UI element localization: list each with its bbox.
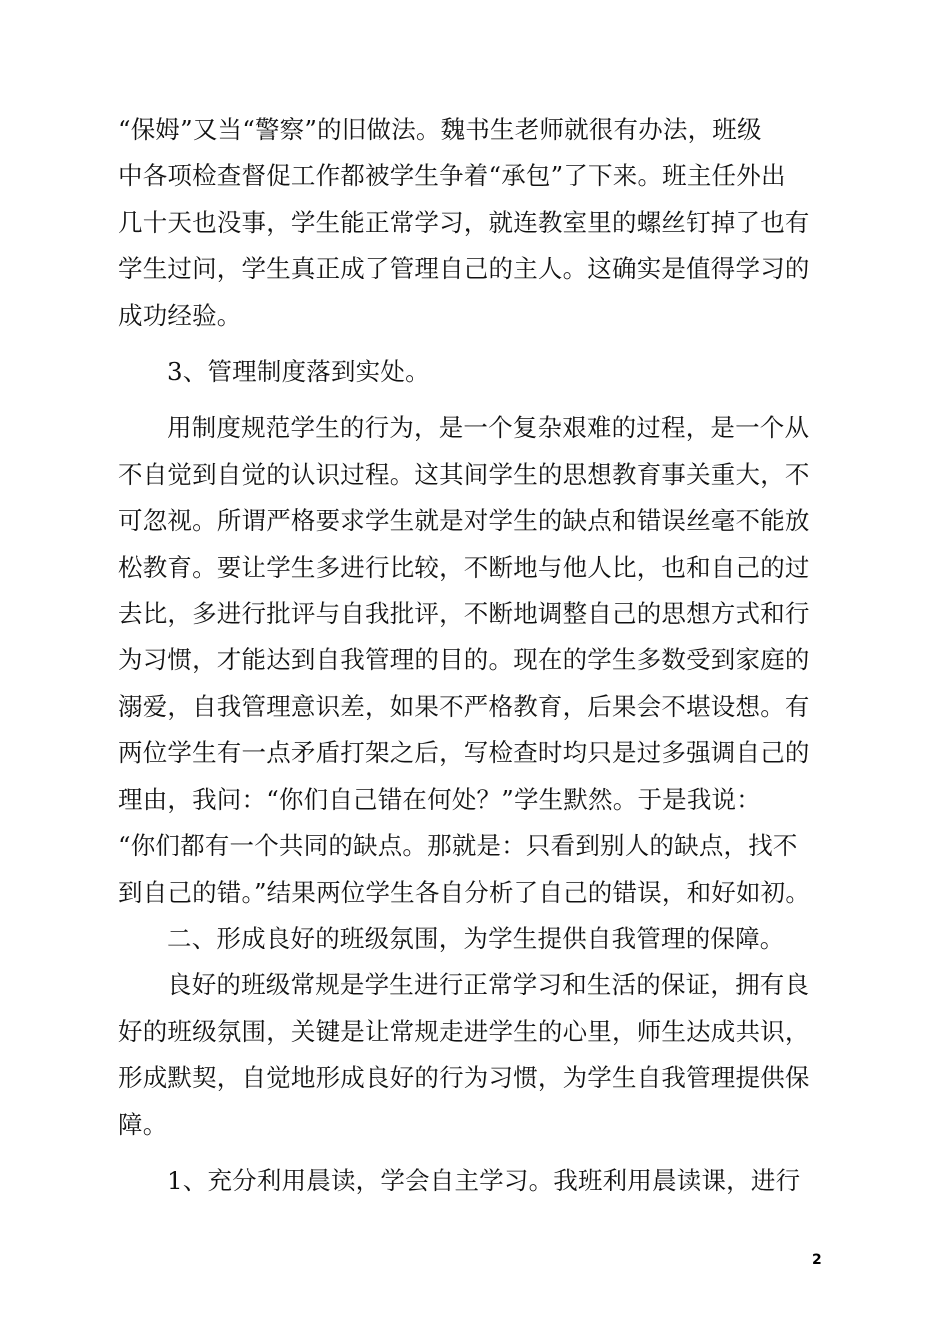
paragraph-continuation	[118, 107, 846, 339]
document-body	[118, 107, 846, 1204]
text-line: 中各项检查督促工作都被学生争着“承包”了下来。班主任外出	[118, 161, 786, 191]
text-line: 良好的班级常规是学生进行正常学习和生活的保证，拥有良	[167, 970, 810, 1000]
text-line: 理由，我问：“你们自己错在何处？”学生默然。于是我说：	[118, 784, 761, 814]
text-line: 为习惯，才能达到自我管理的目的。现在的学生多数受到家庭的	[118, 645, 810, 675]
text-line: 成功经验。	[118, 300, 242, 330]
text-line: 障。	[118, 1109, 168, 1139]
text-line: 溺爱，自我管理意识差，如果不严格教育，后果会不堪设想。有	[118, 691, 810, 721]
text-line: 松教育。要让学生多进行比较，不断地与他人比，也和自己的过	[118, 552, 810, 582]
text-line: 3、管理制度落到实处。	[167, 357, 430, 387]
section-heading-3	[118, 349, 846, 395]
text-line: “保姆”又当“警察”的旧做法。魏书生老师就很有办法，班级	[118, 115, 762, 144]
text-line: 二、形成良好的班级氛围，为学生提供自我管理的保障。	[167, 923, 785, 953]
text-line: 不自觉到自觉的认识过程。这其间学生的思想教育事关重大，不	[118, 459, 810, 489]
paragraph-class-atmosphere	[118, 962, 846, 1148]
section-heading-1	[118, 1158, 846, 1204]
text-line: 去比，多进行批评与自我批评，不断地调整自己的思想方式和行	[118, 599, 810, 629]
text-line: 用制度规范学生的行为，是一个复杂艰难的过程，是一个从	[167, 413, 810, 443]
section-heading-2	[118, 916, 846, 962]
text-line: 几十天也没事，学生能正常学习，就连教室里的螺丝钉掉了也有	[118, 207, 810, 237]
text-line: 可忽视。所谓严格要求学生就是对学生的缺点和错误丝毫不能放	[118, 506, 810, 536]
text-line: “你们都有一个共同的缺点。那就是：只看到别人的缺点，找不	[118, 831, 798, 861]
text-line: 到自己的错。”结果两位学生各自分析了自己的错误，和好如初。	[118, 877, 811, 907]
text-line: 两位学生有一点矛盾打架之后，写检查时均只是过多强调自己的	[118, 738, 810, 768]
text-line: 1、充分利用晨读，学会自主学习。我班利用晨读课，进行	[167, 1165, 801, 1195]
text-line: 好的班级氛围，关键是让常规走进学生的心里，师生达成共识，	[118, 1016, 810, 1046]
paragraph-system-discipline	[118, 405, 846, 915]
page-number: 2	[812, 1252, 822, 1268]
text-line: 形成默契，自觉地形成良好的行为习惯，为学生自我管理提供保	[118, 1063, 810, 1093]
text-line: 学生过问，学生真正成了管理自己的主人。这确实是值得学习的	[118, 254, 810, 284]
